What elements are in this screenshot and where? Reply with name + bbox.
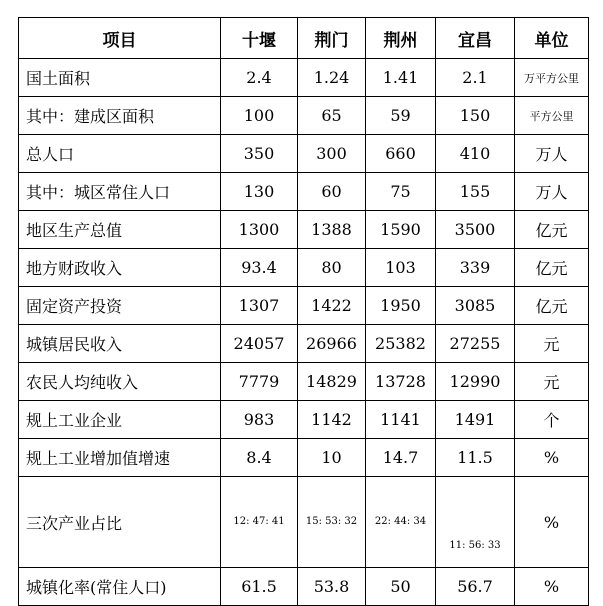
row-label: 农民人均纯收入	[19, 363, 221, 401]
row-label: 总人口	[19, 135, 221, 173]
cell-jingmen: 1142	[298, 401, 366, 439]
cell-yichang: 27255	[436, 325, 515, 363]
cell-unit: 万平方公里	[515, 59, 589, 97]
cell-jingmen: 1422	[298, 287, 366, 325]
cell-jingzhou: 1141	[366, 401, 436, 439]
cell-jingmen: 1.24	[298, 59, 366, 97]
table-row	[19, 568, 589, 606]
table-row	[19, 135, 589, 173]
cell-yichang: 12990	[436, 363, 515, 401]
row-label: 地区生产总值	[19, 211, 221, 249]
cell-unit: 万人	[515, 135, 589, 173]
cell-jingmen: 80	[298, 249, 366, 287]
cell-jingmen: 60	[298, 173, 366, 211]
cell-unit: %	[515, 439, 589, 477]
cell-jingzhou: 660	[366, 135, 436, 173]
cell-shiyan: 8.4	[221, 439, 298, 477]
table-row	[19, 97, 589, 135]
row-label: 固定资产投资	[19, 287, 221, 325]
header-yichang: 宜昌	[436, 18, 515, 59]
cell-jingzhou: 50	[366, 568, 436, 606]
table-row	[19, 477, 589, 568]
cell-unit: %	[515, 568, 589, 606]
cell-unit: 元	[515, 325, 589, 363]
row-label: 其中：建成区面积	[19, 97, 221, 135]
table-row	[19, 249, 589, 287]
cell-jingmen: 300	[298, 135, 366, 173]
cell-unit: 个	[515, 401, 589, 439]
cell-jingzhou: 1590	[366, 211, 436, 249]
cell-unit: 亿元	[515, 211, 589, 249]
cell-shiyan: 7779	[221, 363, 298, 401]
cell-yichang: 155	[436, 173, 515, 211]
row-label: 地方财政收入	[19, 249, 221, 287]
cell-jingzhou: 13728	[366, 363, 436, 401]
cell-jingzhou: 103	[366, 249, 436, 287]
cell-jingmen: 10	[298, 439, 366, 477]
cell-yichang: 11.5	[436, 439, 515, 477]
row-label: 城镇化率(常住人口)	[19, 568, 221, 606]
cell-unit: 元	[515, 363, 589, 401]
table-row	[19, 211, 589, 249]
row-label: 城镇居民收入	[19, 325, 221, 363]
cell-shiyan: 983	[221, 401, 298, 439]
cell-yichang: 11: 56: 33	[436, 477, 515, 568]
cell-shiyan: 12: 47: 41	[221, 477, 298, 568]
cell-shiyan: 2.4	[221, 59, 298, 97]
cell-yichang: 2.1	[436, 59, 515, 97]
cell-shiyan: 24057	[221, 325, 298, 363]
header-row	[19, 18, 589, 59]
cell-jingmen: 14829	[298, 363, 366, 401]
cell-jingmen: 65	[298, 97, 366, 135]
cell-yichang: 410	[436, 135, 515, 173]
cell-unit: %	[515, 477, 589, 568]
cell-shiyan: 93.4	[221, 249, 298, 287]
table-row	[19, 287, 589, 325]
header-unit: 单位	[515, 18, 589, 59]
cell-yichang: 56.7	[436, 568, 515, 606]
header-shiyan: 十堰	[221, 18, 298, 59]
cell-yichang: 3085	[436, 287, 515, 325]
cell-jingzhou: 75	[366, 173, 436, 211]
header-item: 项目	[19, 18, 221, 59]
cell-jingzhou: 25382	[366, 325, 436, 363]
cell-unit: 万人	[515, 173, 589, 211]
table-row	[19, 325, 589, 363]
table-row	[19, 59, 589, 97]
cell-unit: 平方公里	[515, 97, 589, 135]
cell-jingzhou: 59	[366, 97, 436, 135]
row-label: 国土面积	[19, 59, 221, 97]
comparison-table	[18, 17, 589, 606]
cell-shiyan: 350	[221, 135, 298, 173]
header-jingmen: 荆门	[298, 18, 366, 59]
cell-jingmen: 15: 53: 32	[298, 477, 366, 568]
cell-jingmen: 26966	[298, 325, 366, 363]
row-label: 其中：城区常住人口	[19, 173, 221, 211]
cell-jingzhou: 14.7	[366, 439, 436, 477]
cell-jingmen: 1388	[298, 211, 366, 249]
cell-shiyan: 100	[221, 97, 298, 135]
cell-yichang: 1491	[436, 401, 515, 439]
table-row	[19, 401, 589, 439]
row-label: 规上工业企业	[19, 401, 221, 439]
table-row	[19, 173, 589, 211]
row-label: 三次产业占比	[19, 477, 221, 568]
cell-shiyan: 130	[221, 173, 298, 211]
cell-shiyan: 61.5	[221, 568, 298, 606]
cell-unit: 亿元	[515, 249, 589, 287]
cell-jingzhou: 22: 44: 34	[366, 477, 436, 568]
cell-jingzhou: 1950	[366, 287, 436, 325]
table-row	[19, 439, 589, 477]
cell-jingmen: 53.8	[298, 568, 366, 606]
cell-shiyan: 1300	[221, 211, 298, 249]
header-jingzhou: 荆州	[366, 18, 436, 59]
cell-yichang: 339	[436, 249, 515, 287]
cell-jingzhou: 1.41	[366, 59, 436, 97]
cell-shiyan: 1307	[221, 287, 298, 325]
row-label: 规上工业增加值增速	[19, 439, 221, 477]
cell-unit: 亿元	[515, 287, 589, 325]
cell-yichang: 3500	[436, 211, 515, 249]
cell-yichang: 150	[436, 97, 515, 135]
table-row	[19, 363, 589, 401]
